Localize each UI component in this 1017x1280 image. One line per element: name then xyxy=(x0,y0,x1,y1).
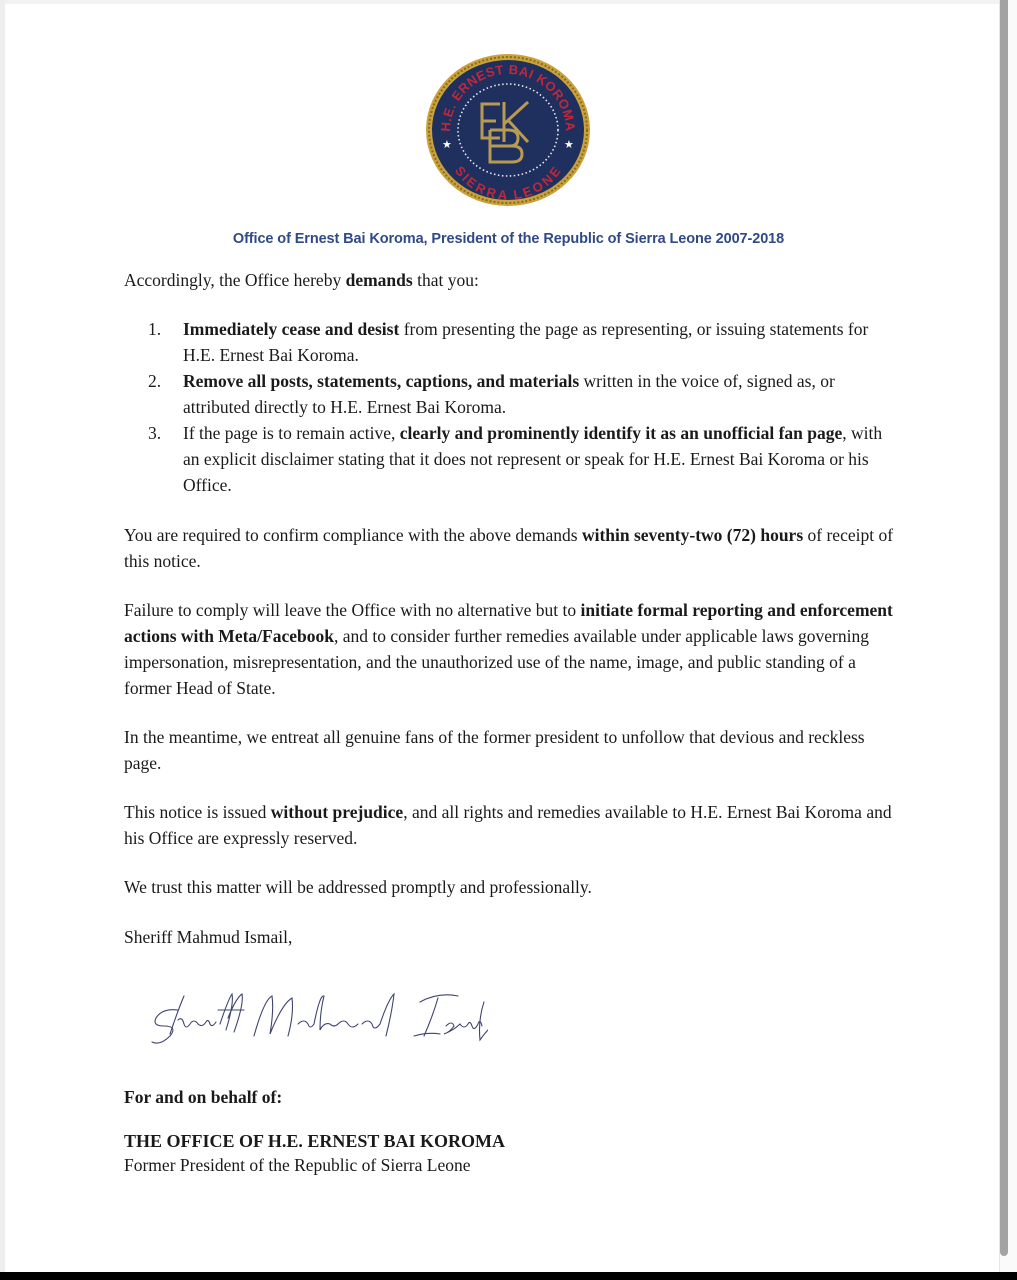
scrollbar-thumb[interactable] xyxy=(1000,0,1008,1256)
demand-item: 1. Immediately cease and desist from presenting the page as representing, or issuing statements for H.E. Ernest Bai Koroma. xyxy=(148,319,869,365)
behalf-label: For and on behalf of: xyxy=(124,1087,283,1107)
prejudice-paragraph: This notice is issued without prejudice, and all rights and remedies available to H.E. Ernest Bai Koroma and his Office are expressly reserved. xyxy=(124,802,892,848)
svg-text:H.E. ERNEST BAI KOROMA: H.E. ERNEST BAI KOROMA xyxy=(437,61,579,133)
window-top-edge xyxy=(0,0,1000,4)
office-subtitle: Former President of the Republic of Sierra Leone xyxy=(124,1155,471,1175)
closing-paragraph: We trust this matter will be addressed promptly and professionally. xyxy=(124,877,592,897)
bottom-bar xyxy=(0,1272,1017,1280)
window-left-edge xyxy=(0,0,5,1272)
demands-list xyxy=(124,316,899,498)
signer-name: Sheriff Mahmud Ismail, xyxy=(124,927,293,947)
failure-paragraph: Failure to comply will leave the Office with no alternative but to initiate formal reporting and enforcement actions with Meta/Facebook, and to consider further remedies available under applicable laws governing impersonation, misrepresentation, and the unauthorized use of the name, image, and public standing of a former Head of State. xyxy=(124,600,893,698)
office-heading: Office of Ernest Bai Koroma, President of the Republic of Sierra Leone 2007-2018 xyxy=(232,231,785,247)
office-name: THE OFFICE OF H.E. ERNEST BAI KOROMA xyxy=(124,1131,506,1151)
svg-text:SIERRA LEONE: SIERRA LEONE xyxy=(452,163,564,203)
svg-text:★: ★ xyxy=(442,138,452,151)
compliance-paragraph: You are required to confirm compliance with the above demands within seventy-two (72) hours of receipt of this notice. xyxy=(124,525,894,571)
office-signature-block xyxy=(124,1129,899,1177)
demand-item: 2. Remove all posts, statements, captions, and materials written in the voice of, signed as, or attributed directly to H.E. Ernest Bai Koroma. xyxy=(148,371,835,417)
meantime-paragraph: In the meantime, we entreat all genuine fans of the former president to unfollow that devious and reckless page. xyxy=(124,727,865,773)
svg-text:★: ★ xyxy=(564,138,574,151)
ebk-seal-logo-icon xyxy=(424,52,592,208)
intro-paragraph: Accordingly, the Office hereby demands that you: xyxy=(124,270,479,290)
signature-icon xyxy=(148,990,488,1050)
demand-item: 3. If the page is to remain active, clearly and prominently identify it as an unofficial fan page, with an explicit disclaimer stating that it does not represent or speak for H.E. Ernest Bai Koroma or his Office. xyxy=(148,423,883,495)
